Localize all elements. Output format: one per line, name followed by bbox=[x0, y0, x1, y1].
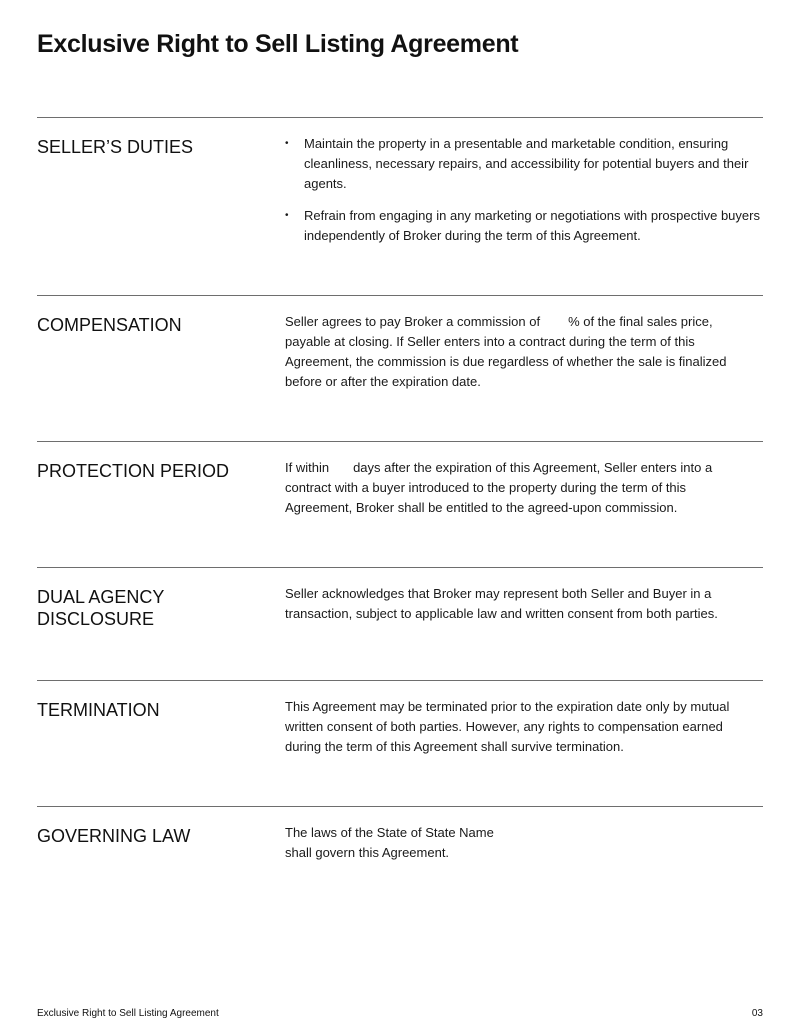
section-body-governing-law bbox=[285, 823, 763, 863]
footer-page-number: 03 bbox=[751, 1008, 763, 1019]
section-divider bbox=[37, 567, 763, 568]
section-heading-compensation: COMPENSATION bbox=[37, 315, 182, 335]
list-item bbox=[285, 206, 763, 246]
section-heading-termination: TERMINATION bbox=[37, 700, 160, 720]
heading-line: DUAL AGENCY bbox=[37, 587, 165, 607]
section-heading-protection-period: PROTECTION PERIOD bbox=[37, 461, 230, 481]
termination-text: This Agreement may be terminated prior to the expiration date only by mutual written consent of both parties. However, any rights to compensation earned during the term of this Agreement shall survive termination. bbox=[285, 699, 730, 754]
bullet-icon: • bbox=[285, 210, 289, 221]
protection-text-before: If within bbox=[285, 460, 330, 475]
list-item-text: Refrain from engaging in any marketing or negotiations with prospective buyers independently of Broker during the term of this Agreement. bbox=[304, 208, 760, 243]
section-heading-dual-agency bbox=[37, 586, 257, 630]
section-body-sellers-duties bbox=[285, 134, 763, 258]
dual-agency-text: Seller acknowledges that Broker may represent both Seller and Buyer in a transaction, subject to applicable law and written consent from both parties. bbox=[285, 586, 718, 621]
section-divider bbox=[37, 117, 763, 118]
duties-list bbox=[285, 134, 763, 246]
bullet-icon: • bbox=[285, 138, 289, 149]
governing-law-line: The laws of the State of State Name bbox=[285, 825, 494, 840]
footer-document-title: Exclusive Right to Sell Listing Agreement bbox=[37, 1008, 219, 1019]
list-item-text: Maintain the property in a presentable and marketable condition, ensuring cleanliness, necessary repairs, and accessibility for potential buyers and their agents. bbox=[304, 136, 749, 191]
governing-law-line: shall govern this Agreement. bbox=[285, 845, 450, 860]
section-body-dual-agency bbox=[285, 584, 741, 624]
section-body-compensation bbox=[285, 312, 737, 392]
section-divider bbox=[37, 680, 763, 681]
protection-text-after: days after the expiration of this Agreement, Seller enters into a contract with a buyer introduced to the property during the term of this Agreement, Broker shall be entitled to the agreed-upon commission. bbox=[285, 460, 713, 515]
compensation-text-before: Seller agrees to pay Broker a commission of bbox=[285, 314, 541, 329]
section-heading-sellers-duties: SELLER’S DUTIES bbox=[37, 137, 194, 157]
section-divider bbox=[37, 295, 763, 296]
section-divider bbox=[37, 441, 763, 442]
section-heading-governing-law: GOVERNING LAW bbox=[37, 826, 191, 846]
page-title: Exclusive Right to Sell Listing Agreement bbox=[37, 30, 519, 58]
section-divider bbox=[37, 806, 763, 807]
heading-line: DISCLOSURE bbox=[37, 609, 155, 629]
section-body-termination bbox=[285, 697, 745, 757]
section-body-protection-period bbox=[285, 458, 725, 518]
list-item bbox=[285, 134, 763, 194]
compensation-text-after: % of the final sales price, payable at closing. If Seller enters into a contract during the term of this Agreement, the commission is due regardless of whether the sale is finalized before or after the expiration date. bbox=[285, 314, 727, 389]
